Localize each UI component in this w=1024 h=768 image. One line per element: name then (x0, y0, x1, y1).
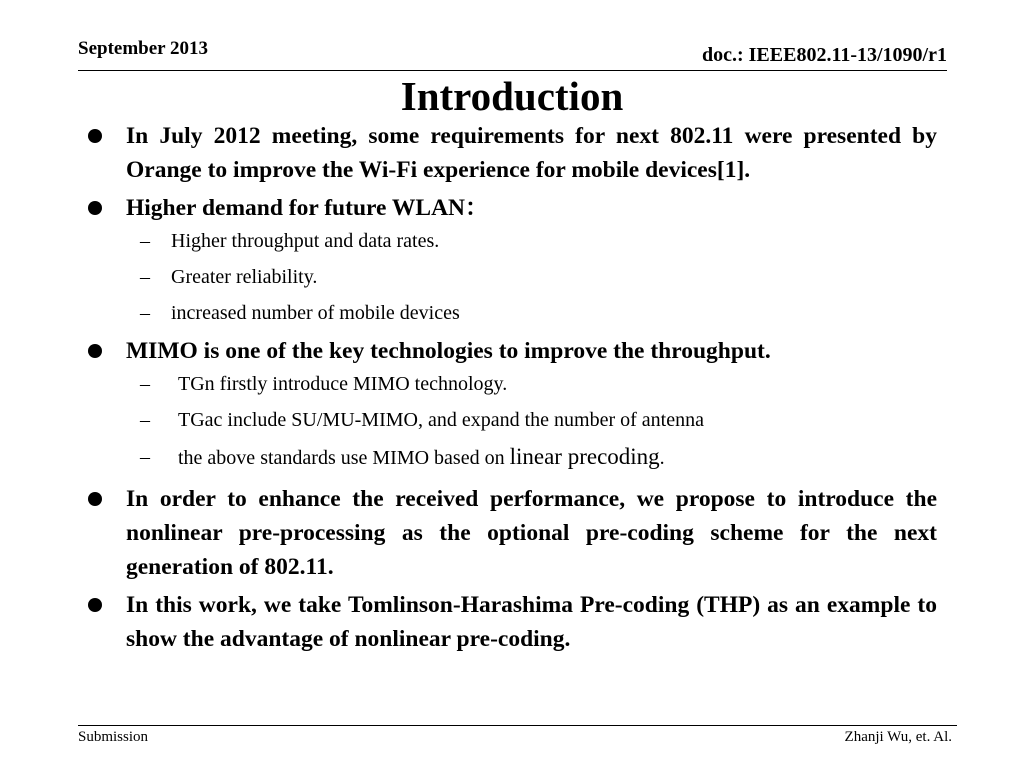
bullet-dot-icon (88, 344, 102, 358)
sub-bullet-text: TGn firstly introduce MIMO technology. (178, 373, 508, 395)
sub-bullet-item (86, 371, 937, 397)
sub-bullet-item (86, 228, 937, 254)
footer-divider (78, 725, 957, 726)
sub-bullet-text: Greater reliability. (171, 266, 318, 288)
header-divider (78, 70, 947, 71)
sub-bullet-emphasis: linear precoding (509, 444, 660, 469)
bullet-item (86, 191, 937, 225)
dash-icon: – (140, 446, 150, 468)
dash-icon: – (140, 409, 150, 431)
dash-icon: – (140, 230, 150, 252)
bullet-dot-icon (88, 201, 102, 215)
dash-icon: – (140, 302, 150, 324)
dash-icon: – (140, 266, 150, 288)
bullet-text: In July 2012 meeting, some requirements for next 802.11 were presented by Orange to improve the Wi-Fi experience for mobile devices[1]. (126, 123, 937, 183)
header-doc-id: doc.: IEEE802.11-13/1090/r1 (701, 44, 947, 66)
bullet-dot-icon (88, 598, 102, 612)
sub-bullet-text: TGac include SU/MU-MIMO, and expand the number of antenna (178, 409, 704, 431)
slide-title: Introduction (400, 73, 624, 119)
header-date: September 2013 (78, 38, 208, 59)
sub-bullet-item (86, 264, 937, 290)
footer-submission: Submission (78, 729, 149, 745)
bullet-item (86, 334, 937, 368)
sub-bullet-text: Higher throughput and data rates. (171, 230, 440, 252)
sub-bullet-item (86, 300, 937, 326)
bullet-text: In this work, we take Tomlinson-Harashima Pre-coding (THP) as an example to show the advantage of nonlinear pre-coding. (126, 592, 937, 652)
sub-bullet-item (86, 407, 937, 433)
slide-content (86, 119, 937, 656)
footer-author: Zhanji Wu, et. Al. (844, 729, 952, 745)
bullet-item (86, 588, 937, 656)
bullet-item (86, 119, 937, 187)
bullet-text: In order to enhance the received performance, we propose to introduce the nonlinear pre-processing as the optional pre-coding scheme for the next generation of 802.11. (126, 486, 937, 580)
bullet-dot-icon (88, 129, 102, 143)
dash-icon: – (140, 373, 150, 395)
sub-bullet-end: . (659, 447, 665, 469)
sub-bullet-item (86, 443, 937, 472)
sub-bullet-text: the above standards use MIMO based on (178, 447, 510, 469)
bullet-item (86, 482, 937, 584)
bullet-dot-icon (88, 492, 102, 506)
sub-bullet-text: increased number of mobile devices (171, 302, 460, 324)
bullet-text: MIMO is one of the key technologies to improve the throughput. (126, 338, 771, 364)
bullet-text: Higher demand for future WLAN： (126, 195, 489, 221)
